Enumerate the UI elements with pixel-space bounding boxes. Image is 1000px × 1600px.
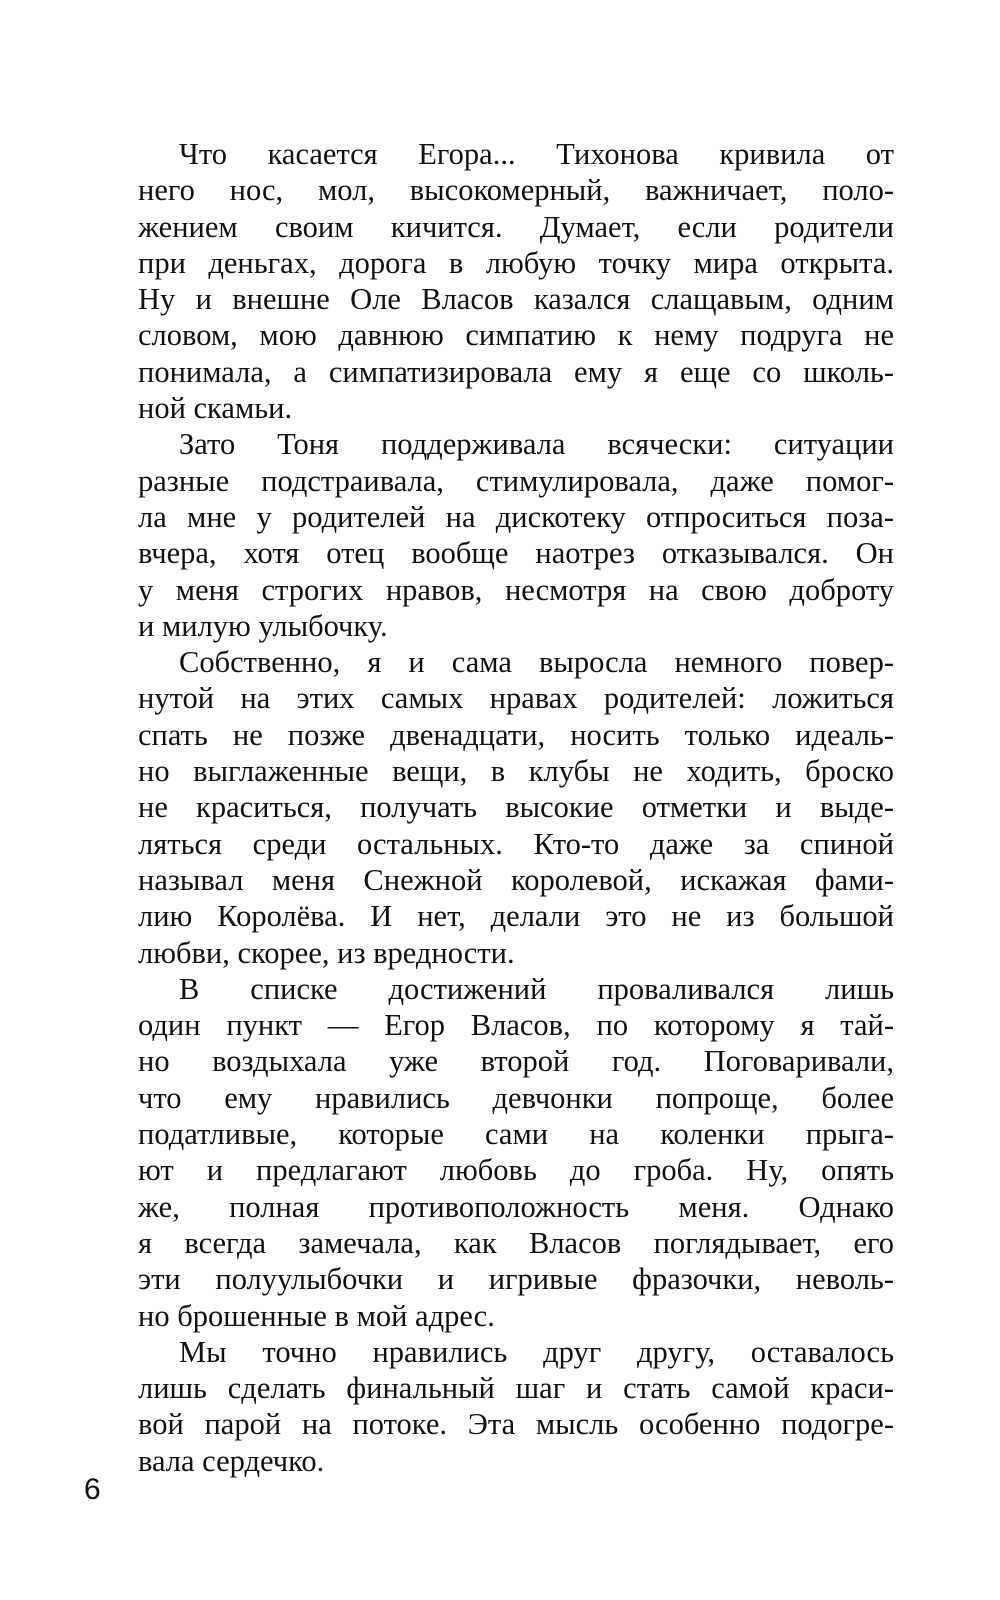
text-line: спать не позже двенадцати, носить только идеаль- — [138, 717, 894, 752]
text-line: Мы точно нравились друг другу, оставалось — [179, 1334, 894, 1369]
text-line: я всегда замечала, как Власов поглядывает, его — [138, 1225, 894, 1260]
text-line: Ну и внешне Оле Власов казался слащавым, одним — [138, 282, 894, 317]
text-line: эти полуулыбочки и игривые фразочки, неволь- — [138, 1262, 894, 1297]
text-line: но брошенные в мой адрес. — [138, 1298, 495, 1333]
text-line: лишь сделать финальный шаг и стать самой краси- — [138, 1371, 894, 1406]
text-line: и милую улыбочку. — [138, 608, 388, 643]
text-line: лию Королёва. И нет, делали это не из большой — [138, 899, 894, 934]
text-line: Зато Тоня поддерживала всячески: ситуации — [179, 427, 894, 462]
text-line: ла мне у родителей на дискотеку отпроситься поза- — [138, 499, 894, 534]
text-line: понимала, а симпатизировала ему я еще со школь- — [138, 354, 894, 389]
paragraph-3 — [138, 644, 894, 971]
paragraph-5 — [138, 1334, 894, 1479]
text-line: вала сердечко. — [138, 1443, 325, 1478]
text-line: же, полная противоположность меня. Однако — [138, 1189, 894, 1224]
paragraph-1 — [138, 136, 894, 426]
text-line: податливые, которые сами на коленки прыга- — [138, 1117, 894, 1152]
text-line: но выглаженные вещи, в клубы не ходить, броско — [138, 754, 894, 789]
text-line: ляться среди остальных. Кто-то даже за спиной — [138, 826, 894, 861]
text-line: нутой на этих самых нравах родителей: ложиться — [138, 681, 894, 716]
text-line: при деньгах, дорога в любую точку мира открыта. — [138, 245, 894, 280]
text-line: называл меня Снежной королевой, искажая фами- — [138, 862, 894, 897]
text-line: словом, мою давнюю симпатию к нему подруга не — [138, 318, 894, 353]
text-line: ной скамьи. — [138, 391, 293, 426]
text-line: разные подстраивала, стимулировала, даже помог- — [138, 463, 894, 498]
text-line: не краситься, получать высокие отметки и выде- — [138, 790, 894, 825]
paragraph-2 — [138, 426, 894, 644]
page-number: 6 — [84, 1473, 101, 1506]
text-line: у меня строгих нравов, несмотря на свою доброту — [138, 572, 894, 607]
text-line: вчера, хотя отец вообще наотрез отказывался. Он — [138, 536, 894, 571]
text-line: Собственно, я и сама выросла немного повер- — [179, 645, 894, 680]
text-line: него нос, мол, высокомерный, важничает, поло- — [138, 173, 894, 208]
text-line: жением своим кичится. Думает, если родители — [138, 209, 894, 244]
text-line: вой парой на потоке. Эта мысль особенно подогре- — [138, 1407, 894, 1442]
paragraph-4 — [138, 971, 894, 1334]
text-line: В списке достижений проваливался лишь — [179, 971, 894, 1006]
text-line: любви, скорее, из вредности. — [138, 935, 515, 970]
text-line: один пункт — Егор Власов, по которому я тай- — [138, 1008, 894, 1043]
text-line: что ему нравились девчонки попроще, более — [138, 1080, 894, 1115]
text-line: ют и предлагают любовь до гроба. Ну, опять — [138, 1153, 894, 1188]
text-line: Что касается Егора... Тихонова кривила от — [179, 137, 894, 171]
body-text — [138, 136, 894, 1479]
text-line: но воздыхала уже второй год. Поговаривали, — [138, 1044, 894, 1079]
